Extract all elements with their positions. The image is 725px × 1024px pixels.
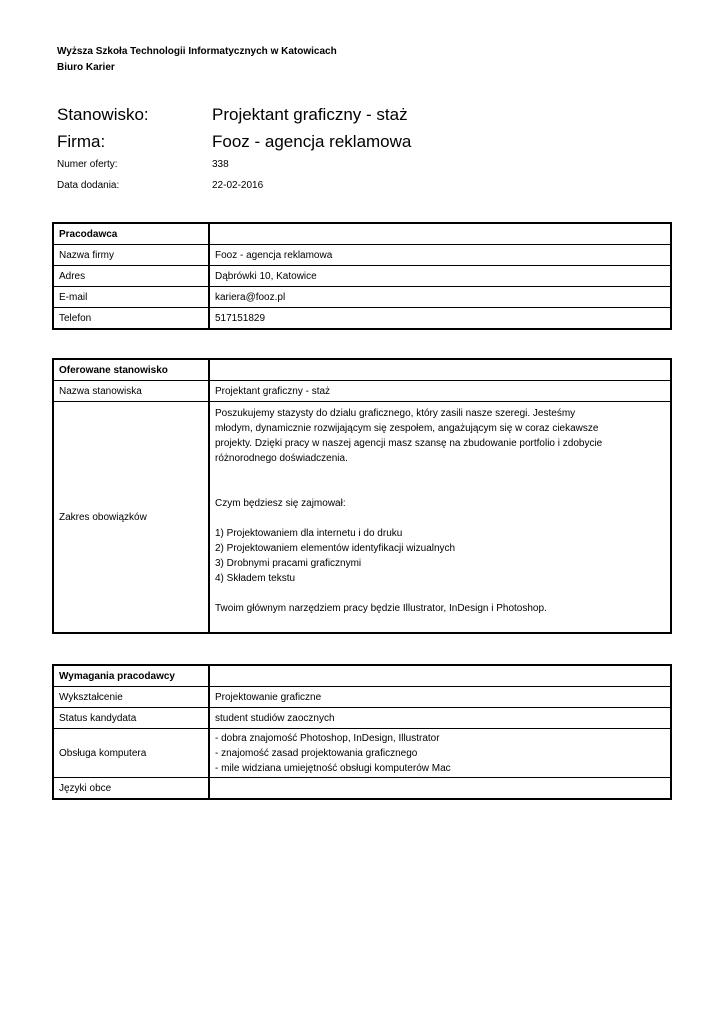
requirements-title: Wymagania pracodawcy: [53, 665, 209, 687]
email-value: kariera@fooz.pl: [209, 287, 671, 308]
candidate-status-value: student studiów zaocznych: [209, 708, 671, 729]
duties-item: 3) Drobnymi pracami graficznymi: [215, 558, 362, 569]
languages-value: [209, 778, 671, 800]
company-name-label: Nazwa firmy: [53, 245, 209, 266]
document-header: [57, 44, 337, 76]
duties-intro-line: młodym, dynamicznie rozwijającym się zespołem, angażującym się w coraz ciekawsze: [215, 423, 599, 434]
employer-title: Pracodawca: [53, 223, 209, 245]
offer-number-value: 338: [212, 159, 229, 170]
position-name-label: Nazwa stanowiska: [53, 381, 209, 402]
company-value: Fooz - agencja reklamowa: [212, 132, 412, 151]
computer-skill-line: - mile widziana umiejętność obsługi komputerów Mac: [215, 762, 451, 774]
date-added-label: Data dodania:: [57, 180, 120, 191]
duties-intro-line: projekty. Dzięki pracy w naszej agencji masz szansę na zbudowanie portfolio i zdobycie: [215, 438, 603, 449]
company-label: Firma:: [57, 132, 106, 151]
phone-value: 517151829: [209, 308, 671, 330]
requirements-title-empty: [209, 665, 671, 687]
education-label: Wykształcenie: [53, 687, 209, 708]
position-name-value: Projektant graficzny - staż: [209, 381, 671, 402]
school-name: Wyższa Szkoła Technologii Informatycznych w Katowicach: [57, 46, 337, 57]
computer-skill-line: - dobra znajomość Photoshop, InDesign, Illustrator: [215, 732, 440, 744]
offer-table: [52, 358, 672, 634]
address-value: Dąbrówki 10, Katowice: [209, 266, 671, 287]
education-value: Projektowanie graficzne: [209, 687, 671, 708]
position-label: Stanowisko:: [57, 105, 149, 124]
duties-item: 1) Projektowaniem dla internetu i do druku: [215, 528, 403, 539]
offer-number-label: Numer oferty:: [57, 159, 118, 170]
duties-closing: Twoim głównym narzędziem pracy będzie Illustrator, InDesign i Photoshop.: [215, 603, 547, 614]
duties-item: 2) Projektowaniem elementów identyfikacji wizualnych: [215, 543, 456, 554]
computer-skill-line: - znajomość zasad projektowania graficznego: [215, 747, 418, 759]
duties-intro-line: różnorodnego doświadczenia.: [215, 453, 348, 464]
duties-item: 4) Składem tekstu: [215, 573, 296, 584]
computer-skills-label: Obsługa komputera: [53, 729, 209, 778]
employer-title-empty: [209, 223, 671, 245]
duties-content: [209, 402, 671, 634]
email-label: E-mail: [53, 287, 209, 308]
computer-skills-value: [209, 729, 671, 778]
languages-label: Języki obce: [53, 778, 209, 800]
duties-heading: Czym będziesz się zajmował:: [215, 498, 346, 509]
candidate-status-label: Status kandydata: [53, 708, 209, 729]
date-added-value: 22-02-2016: [212, 180, 264, 191]
offer-title-empty: [209, 359, 671, 381]
duties-label: Zakres obowiązków: [53, 402, 209, 634]
office-name: Biuro Karier: [57, 62, 115, 73]
requirements-table: [52, 664, 672, 800]
offer-title: Oferowane stanowisko: [53, 359, 209, 381]
position-value: Projektant graficzny - staż: [212, 105, 408, 124]
company-name-value: Fooz - agencja reklamowa: [209, 245, 671, 266]
employer-table: [52, 222, 672, 330]
address-label: Adres: [53, 266, 209, 287]
phone-label: Telefon: [53, 308, 209, 330]
duties-intro-line: Poszukujemy stazysty do dzialu graficznego, który zasili nasze szeregi. Jesteśmy: [215, 408, 576, 419]
